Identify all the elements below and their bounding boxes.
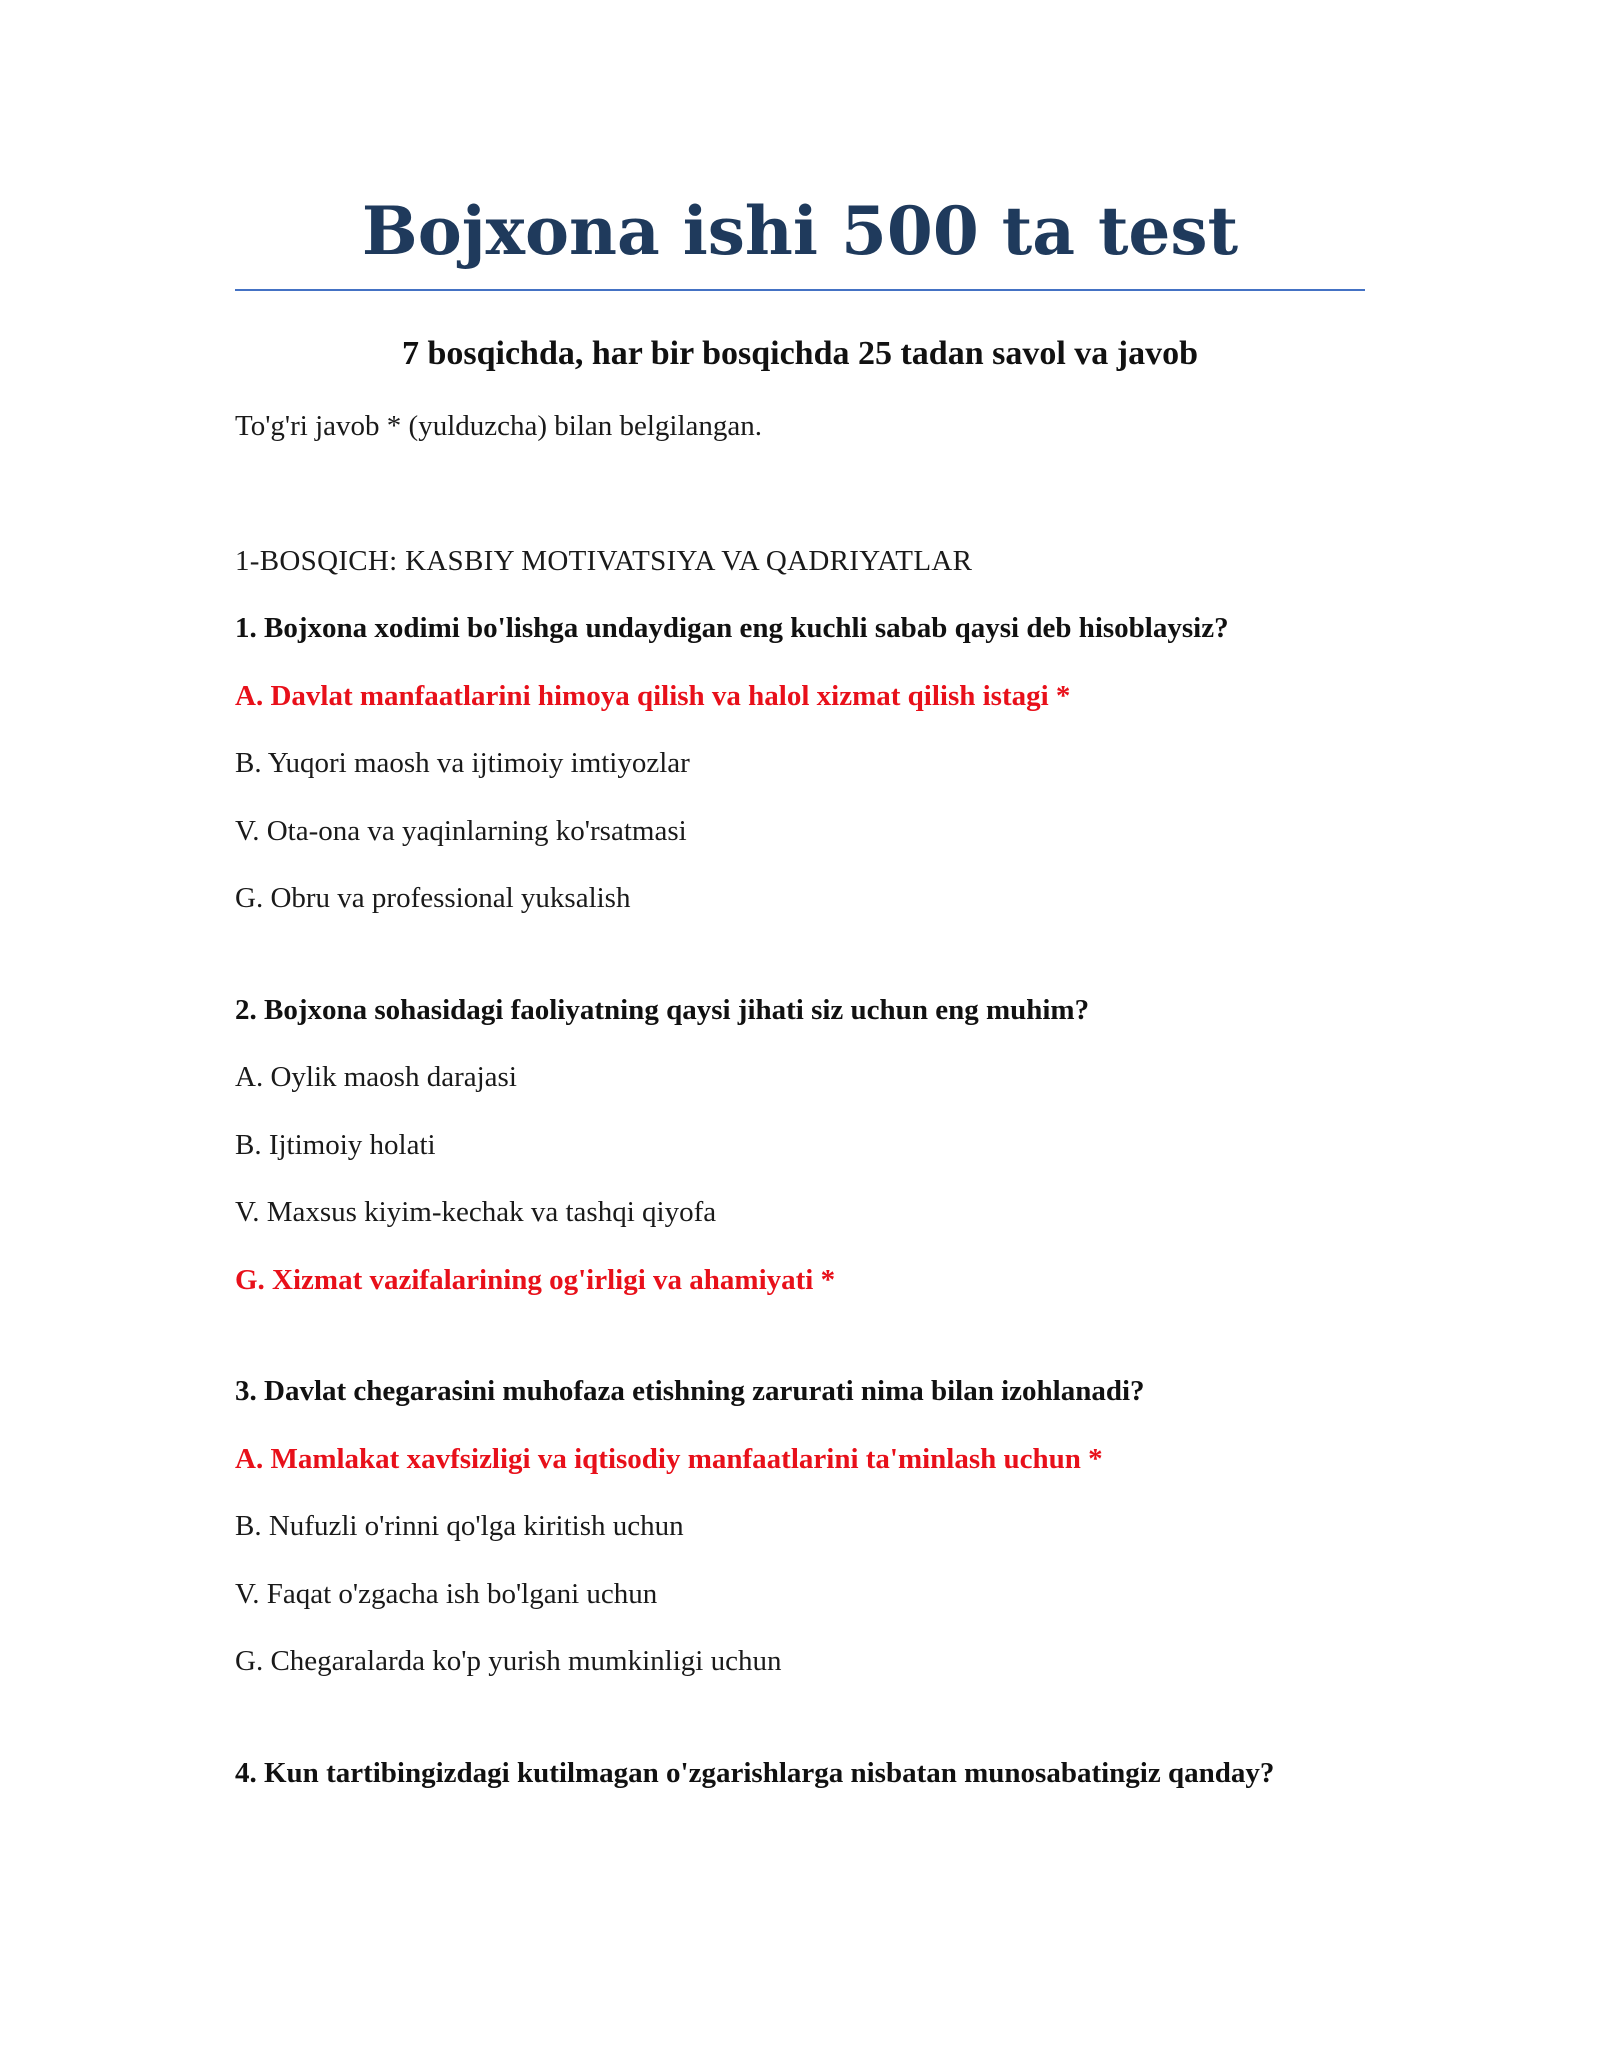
- correct-answer-option: A. Davlat manfaatlarini himoya qilish va halol xizmat qilish istagi *: [235, 679, 1071, 712]
- question-item: [235, 1369, 1365, 1683]
- title-divider: [235, 289, 1365, 291]
- answer-option: B. Yuqori maosh va ijtimoiy imtiyozlar: [235, 747, 690, 779]
- answer-option: B. Ijtimoiy holati: [235, 1128, 436, 1161]
- answer-option: G. Obru va professional yuksalish: [235, 882, 631, 914]
- question-text: 2. Bojxona sohasidagi faoliyatning qaysi jihati siz uchun eng muhim?: [235, 993, 1090, 1026]
- question-item: [235, 988, 1365, 1302]
- document-title: Bojxona ishi 500 ta test: [361, 192, 1239, 270]
- question-item: [235, 1751, 1365, 1795]
- answer-option: G. Chegaralarda ko'p yurish mumkinligi uchun: [235, 1645, 782, 1677]
- answer-option: V. Ota-ona va yaqinlarning ko'rsatmasi: [235, 814, 687, 847]
- question-list: [235, 606, 1365, 1862]
- answer-option: B. Nufuzli o'rinni qo'lga kiritish uchun: [235, 1510, 684, 1542]
- document-subtitle: 7 bosqichda, har bir bosqichda 25 tadan savol va javob: [401, 335, 1199, 372]
- answer-option: V. Maxsus kiyim-kechak va tashqi qiyofa: [235, 1196, 717, 1228]
- question-text: 3. Davlat chegarasini muhofaza etishning zarurati nima bilan izohlanadi?: [235, 1375, 1145, 1407]
- answer-option: V. Faqat o'zgacha ish bo'lgani uchun: [235, 1577, 658, 1610]
- question-text: 1. Bojxona xodimi bo'lishga undaydigan eng kuchli sabab qaysi deb hisoblaysiz?: [235, 612, 1229, 644]
- correct-answer-option: G. Xizmat vazifalarining og'irligi va ahamiyati *: [235, 1263, 836, 1296]
- answer-key-note: To'g'ri javob * (yulduzcha) bilan belgilangan.: [235, 410, 763, 442]
- correct-answer-option: A. Mamlakat xavfsizligi va iqtisodiy manfaatlarini ta'minlash uchun *: [235, 1442, 1103, 1475]
- stage-heading: 1-BOSQICH: KASBIY MOTIVATSIYA VA QADRIYATLAR: [235, 545, 973, 577]
- question-item: [235, 606, 1365, 920]
- answer-option: A. Oylik maosh darajasi: [235, 1061, 517, 1093]
- question-text: 4. Kun tartibingizdagi kutilmagan o'zgarishlarga nisbatan munosabatingiz qanday?: [235, 1756, 1275, 1789]
